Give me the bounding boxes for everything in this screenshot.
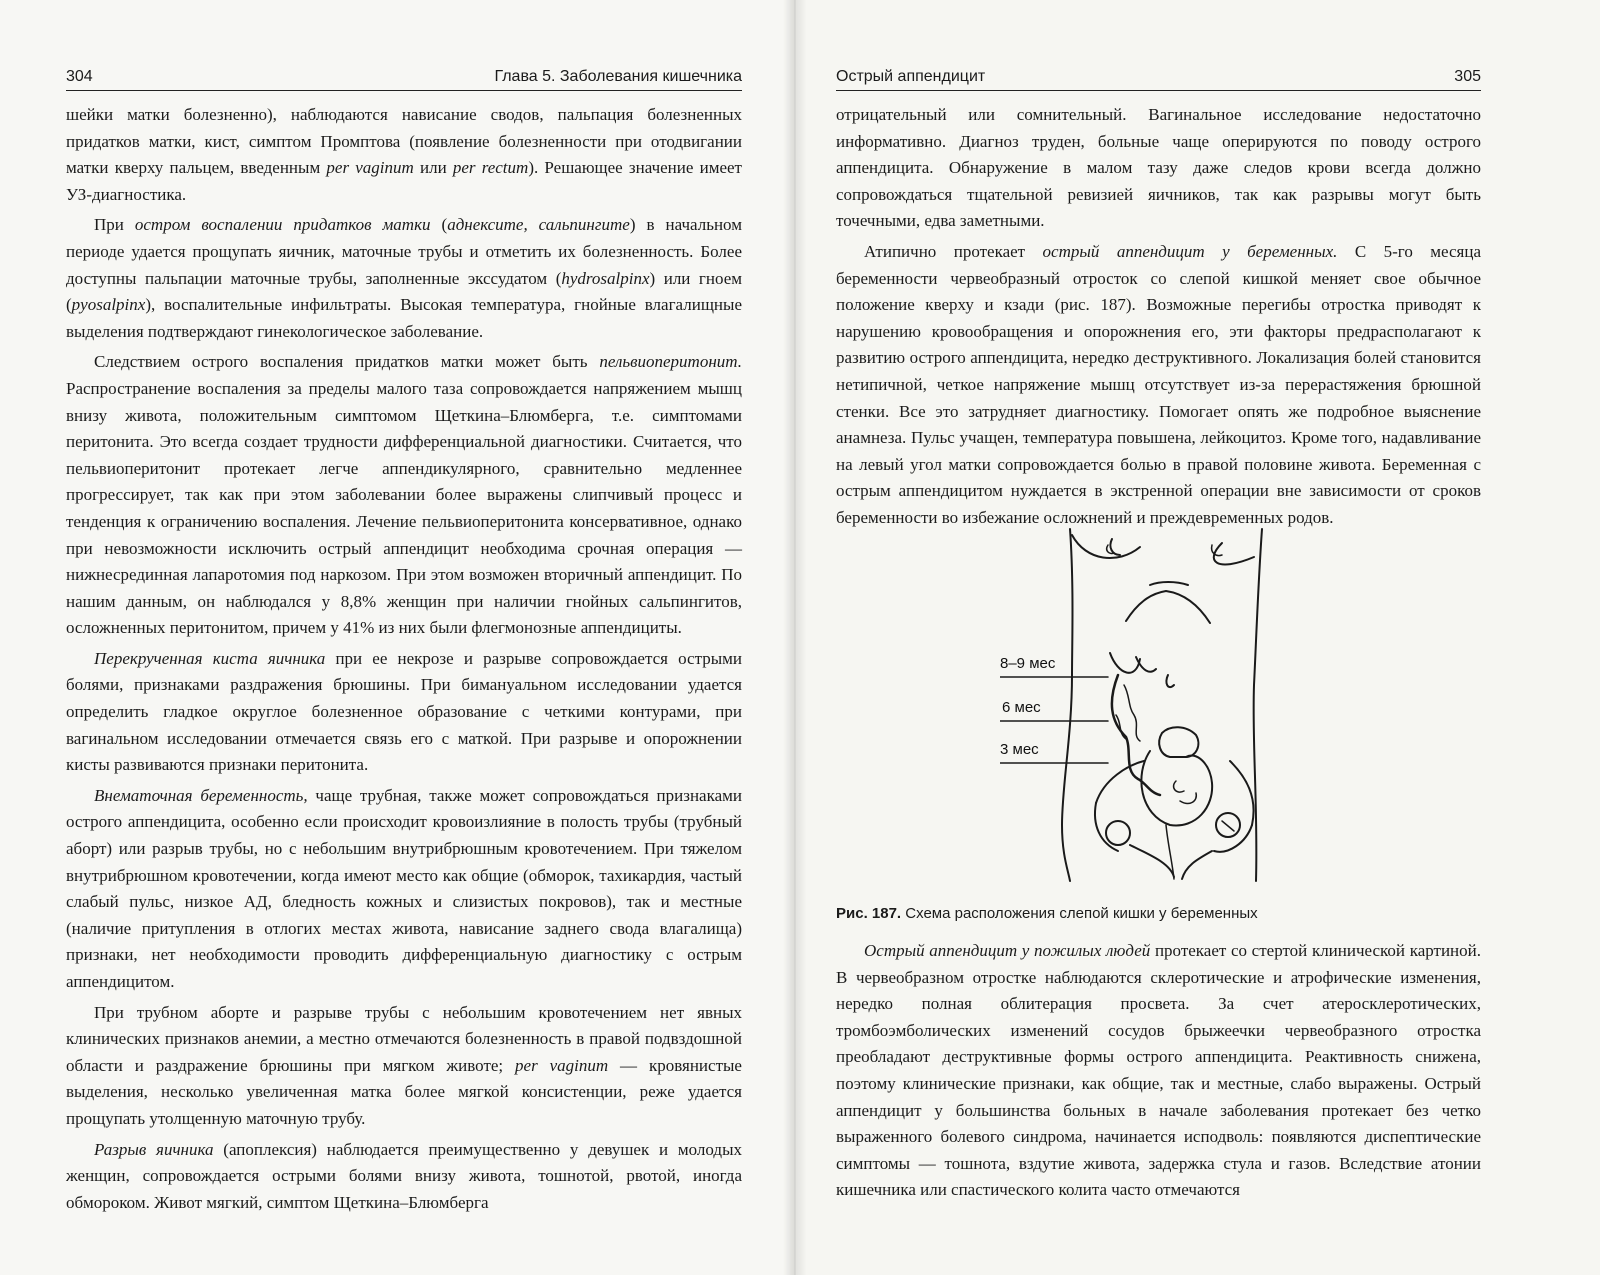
- text-run: (апоплексия) наблюдается преимущественно у девушек и молодых женщин, сопровождается острыми болями внизу живота, тошнотой, рвотой, иногда обмороком. Живот мягкий, симптом Щеткина–Блюмберга: [66, 1139, 742, 1212]
- italic-text: Острый аппендицит у пожилых людей: [864, 941, 1151, 960]
- text-run: шейки матки болезненно), наблюдаются нависание сводов, пальпация болезненных придатков матки, кист, симптом Промптова (появление болезненности при отодвигании матки кверху пальцем, введенным: [66, 105, 742, 178]
- italic-text: аднексите, сальпингите: [447, 215, 630, 235]
- right-page: [790, 0, 1600, 1275]
- left-page: [0, 0, 790, 1275]
- text-run: ) или гноем (: [66, 268, 743, 315]
- paragraph: [836, 102, 1481, 235]
- paragraph: [66, 1137, 742, 1217]
- italic-text: остром воспалении придатков матки: [134, 215, 431, 235]
- text-run: при ее некрозе и разрыве сопровождается острыми болями, признаками раздражения брюшины. При бимануальном исследовании удается определить гладкое округлое болезненное образование с четкими контурами, при вагинальном исследовании отмечается связь его с маткой. При разрыве и опорожнении кисты развиваются признаки перитонита.: [66, 648, 742, 775]
- paragraph: [66, 1000, 742, 1133]
- book-spine-shadow: [783, 0, 807, 1275]
- paragraph: [66, 102, 742, 208]
- text-run: или: [413, 158, 453, 178]
- text-run: Атипично протекает: [864, 241, 1043, 261]
- figure-label-3-months: 3 мес: [1000, 741, 1039, 758]
- text-run: протекает со стертой клинической картиной. В червеобразном отростке наблюдаются склеротические и атрофические изменения, нередко полная облитерация просвета. За счет атеросклеротических, тромбоэмболических изменений сосудов брыжеечки червеобразного отростка преобладают деструктивные формы острого аппендицита. Реактивность снижена, поэтому клинические признаки, как общие, так и местные, слабо выражены. Острый аппендицит у большинства больных в начале заболевания протекает без четко выраженного болевого синдрома, начинается исподволь: появляются диспептические симптомы — тошнота, вздутие живота, задержка стула и газов. Вследствие атонии кишечника или спастического колита часто отмечаются: [836, 941, 1481, 1200]
- italic-text: Внематочная беременность,: [94, 785, 308, 805]
- text-run: ), воспалительные инфильтраты. Высокая температура, гнойные влагалищные выделения подтверждают гинекологическое заболевание.: [66, 295, 742, 341]
- left-running-title: Глава 5. Заболевания кишечника: [494, 68, 742, 85]
- text-run: При: [94, 215, 135, 235]
- italic-text: per rectum: [452, 158, 529, 178]
- text-run: чаще трубная, также может сопровождаться признаками острого аппендицита, особенно если происходит кровоизлияние в полость трубы (трубный аборт) или разрыв трубы, но с небольшим внутрибрюшным кровотечением. При тяжелом внутрибрюшном кровотечении, когда имеют место как общие (обморок, тахикардия, частый слабый пульс, низкое АД, бледность кожных и слизистых покровов), так и местные (наличие притупления в отлогих местах живота, нависание заднего свода влагалища) признаки, нет необходимости проводить дифференциальную диагностику с острым аппендицитом.: [66, 785, 743, 991]
- paragraph: [836, 239, 1481, 532]
- paragraph: [66, 212, 742, 345]
- italic-text: hydrosalpinx: [561, 268, 650, 288]
- text-run: Распространение воспаления за пределы малого таза сопровождается напряжением мышц внизу живота, положительным симптомом Щеткина–Блюмберга, т.е. симптомами перитонита. Это всегда создает трудности дифференциальной диагностики. Считается, что пельвиоперитонит протекает легче аппендикулярного, сравнительно медленнее прогрессирует, так как при этом заболевании более выражены слипчивый процесс и тенденция к ограничению воспаления. Лечение пельвиоперитонита консервативное, однако при невозможности исключить острый аппендицит необходима срочная операция — нижнесрединная лапаротомия под наркозом. При этом возможен вторичный аппендицит. По нашим данным, он наблюдался у 8,8% женщин при наличии гнойных сальпингитов, осложненных перитонитом, причем у 41% из них были флегмонозные аппендициты.: [66, 378, 742, 638]
- text-run: (: [430, 215, 448, 235]
- figure-label-6-months: 6 мес: [1002, 699, 1041, 716]
- right-running-head: [836, 60, 1481, 91]
- right-running-title: Острый аппендицит: [836, 68, 986, 85]
- italic-text: per vaginum: [326, 158, 414, 178]
- text-run: ). Решающее значение имеет УЗ-диагностика.: [66, 158, 742, 204]
- paragraph: [66, 646, 742, 779]
- text-run: С 5-го месяца беременности червеобразный отросток со слепой кишкой меняет свое обычное положение кверху и кзади (рис. 187). Возможные перегибы отростка приводят к нарушению кровообращения и опорожнения его, эти факторы предрасполагают к развитию острого аппендицита, нередко деструктивного. Локализация болей становится нетипичной, четкое напряжение мышц отсутствует из-за перерастяжения брюшной стенки. Все это затрудняет диагностику. Помогает опять же подробное выяснение анамнеза. Пульс учащен, температура повышена, лейкоцитоз. Кроме того, надавливание на левый угол матки сопровождается болью в правой половине живота. Беременная с острым аппендицитом нуждается в экстренной операции вне зависимости от сроков беременности во избежание осложнений и преждевременных родов.: [836, 241, 1481, 527]
- paragraph: [66, 783, 742, 996]
- figure-caption: [836, 905, 1481, 922]
- right-body-text-top: [836, 102, 1481, 536]
- text-run: При трубном аборте и разрыве трубы с небольшим кровотечением нет явных клинических признаков анемии, а местно отмечаются болезненность в правой подвздошной области и раздражение брюшины при мягком животе;: [66, 1002, 742, 1075]
- right-body-text-bottom: [836, 938, 1481, 1208]
- paragraph: [836, 938, 1481, 1204]
- left-body-text: [66, 102, 742, 1220]
- italic-text: Перекрученная киста яичника: [94, 648, 326, 668]
- italic-text: пельвиоперитонит.: [599, 352, 742, 372]
- italic-text: Разрыв яичника: [94, 1139, 214, 1159]
- figure-label-8-9-months: 8–9 мес: [1000, 655, 1056, 672]
- text-run: — кровянистые выделения, несколько увеличенная матка более мягкой консистенции, реже удается прощупать утолщенную маточную трубу.: [66, 1055, 742, 1128]
- text-run: Следствием острого воспаления придатков матки может быть: [94, 352, 600, 372]
- left-running-head: [66, 60, 742, 91]
- left-page-number: 304: [66, 68, 93, 85]
- italic-text: острый аппендицит у беременных.: [1042, 241, 1338, 261]
- paragraph: [66, 349, 742, 642]
- italic-text: pyosalpinx: [71, 295, 146, 315]
- text-run: отрицательный или сомнительный. Вагинальное исследование недостаточно информативно. Диагноз труден, больные чаще оперируются по поводу острого аппендицита. Обнаружение в малом тазу даже следов крови всегда должно сопровождаться тщательной ревизией яичников, так как разрывы могут быть точечными, едва заметными.: [836, 105, 1481, 231]
- italic-text: per vaginum: [515, 1055, 609, 1075]
- text-run: ) в начальном периоде удается прощупать яичник, маточные трубы и отметить их болезненность. Более доступны пальпации маточные трубы, заполненные экссудатом (: [66, 215, 742, 288]
- figure-caption-number: Рис. 187.: [836, 905, 902, 922]
- figure-caption-text: Схема расположения слепой кишки у беременных: [901, 905, 1258, 922]
- figure-cecum-position: [1000, 525, 1270, 883]
- right-page-number: 305: [1454, 68, 1481, 85]
